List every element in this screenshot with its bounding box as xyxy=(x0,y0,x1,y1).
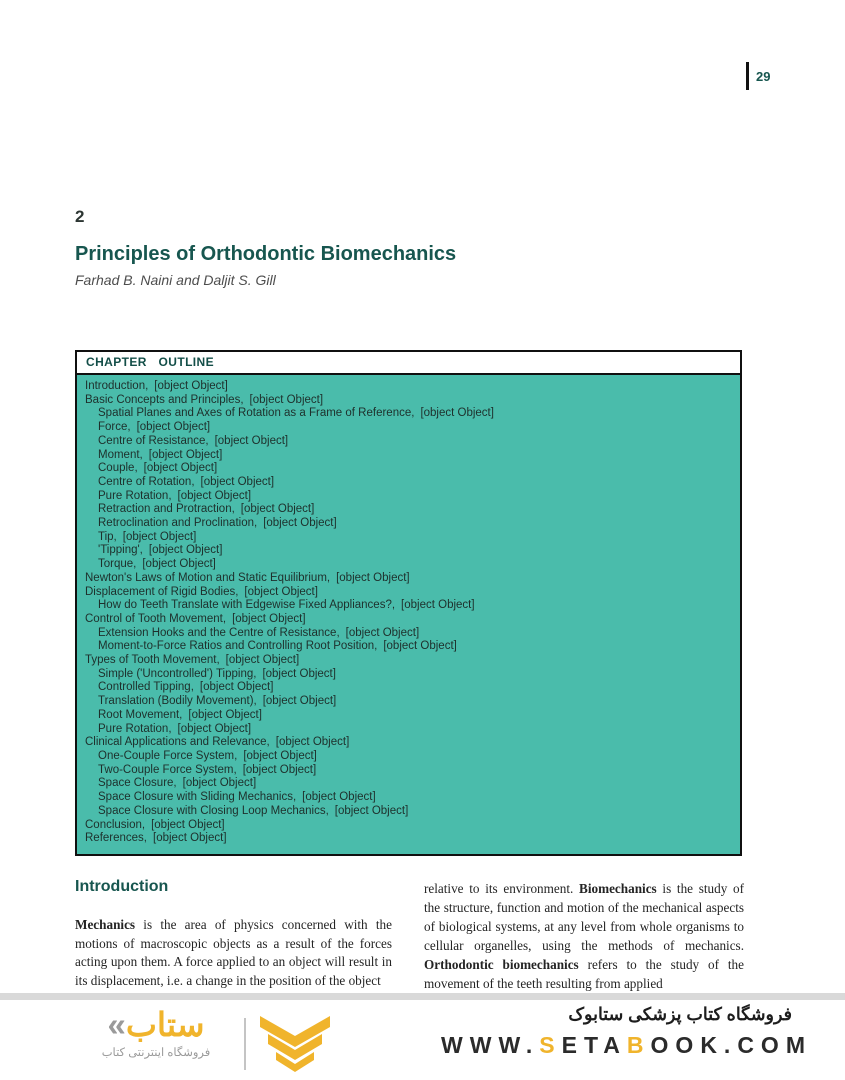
outline-item-label: One-Couple Force System, xyxy=(98,749,238,762)
page-number: 29 xyxy=(756,68,771,84)
outline-item-page: [object Object] xyxy=(334,804,409,817)
outline-item-page: [object Object] xyxy=(240,503,315,516)
outline-item xyxy=(85,572,732,586)
section-heading-introduction: Introduction xyxy=(75,878,169,895)
outline-item-label: Torque, xyxy=(98,558,137,571)
bookstore-watermark-footer xyxy=(0,1000,845,1080)
outline-item-page: [object Object] xyxy=(243,749,317,762)
outline-item-label: How do Teeth Translate with Edgewise Fixed Appliances?, xyxy=(98,599,396,612)
outline-item-page: [object Object] xyxy=(275,736,350,749)
outline-item-page: [object Object] xyxy=(262,667,336,680)
outline-item-page: [object Object] xyxy=(143,462,218,475)
outline-item-page: [object Object] xyxy=(244,585,318,598)
outline-item-label: Displacement of Rigid Bodies, xyxy=(85,585,239,598)
outline-item-label: Clinical Applications and Relevance, xyxy=(85,736,270,749)
outline-item-label: Newton's Laws of Motion and Static Equilibrium, xyxy=(85,571,331,584)
outline-item xyxy=(85,517,732,531)
logo-divider xyxy=(244,1018,246,1070)
outline-item xyxy=(85,394,732,408)
chapter-outline-header: CHAPTER OUTLINE xyxy=(75,350,742,375)
outline-item xyxy=(85,476,732,490)
outline-item xyxy=(85,640,732,654)
outline-item-label: 'Tipping', xyxy=(98,544,143,557)
outline-item-label: Two-Couple Force System, xyxy=(98,763,237,776)
outline-item-label: Basic Concepts and Principles, xyxy=(85,393,244,406)
outline-item-label: Extension Hooks and the Centre of Resistance, xyxy=(98,626,340,639)
outline-item-page: [object Object] xyxy=(383,640,457,653)
outline-item-label: Introduction, xyxy=(85,380,149,392)
outline-item xyxy=(85,723,732,737)
outline-item xyxy=(85,421,732,435)
outline-item-page: [object Object] xyxy=(177,722,252,735)
outline-item-label: Conclusion, xyxy=(85,818,146,831)
outline-item-page: [object Object] xyxy=(232,612,306,625)
outline-item xyxy=(85,435,732,449)
outline-item-page: [object Object] xyxy=(153,832,227,845)
outline-item xyxy=(85,668,732,682)
outline-item-page: [object Object] xyxy=(263,517,337,530)
outline-item-page: [object Object] xyxy=(177,489,252,502)
outline-item xyxy=(85,503,732,517)
page-edge-shadow xyxy=(0,993,845,1000)
outline-item-page: [object Object] xyxy=(148,448,223,461)
outline-item xyxy=(85,599,732,613)
body-text-left-column: Mechanics is the area of physics concerned with the motions of macroscopic objects as a result of the forces acting upon them. A force applied to an object will result in its displacement, i.e. a change in the position of the object xyxy=(75,917,392,989)
outline-item-page: [object Object] xyxy=(182,777,257,790)
outline-item-label: Centre of Rotation, xyxy=(98,475,195,488)
outline-item-page: [object Object] xyxy=(336,571,410,584)
outline-item xyxy=(85,681,732,695)
outline-item-label: Translation (Bodily Movement), xyxy=(98,695,257,708)
store-website-url: WWW.SETABOOK.COM xyxy=(441,1032,812,1058)
outline-item-page: [object Object] xyxy=(302,791,376,804)
chapter-title: Principles of Orthodontic Biomechanics xyxy=(75,243,457,265)
setabook-logo-wordmark xyxy=(77,1006,235,1059)
outline-item-label: Force, xyxy=(98,421,131,434)
outline-item xyxy=(85,805,732,819)
outline-item-page: [object Object] xyxy=(401,599,475,612)
setabook-logo-word: «ستاب xyxy=(107,1006,205,1043)
outline-item xyxy=(85,832,732,846)
page-number-block xyxy=(746,62,770,90)
setabook-chevron-logo-icon xyxy=(256,1014,334,1077)
outline-item-label: Space Closure, xyxy=(98,777,177,790)
store-name-farsi: فروشگاه کتاب پزشکی ستابوک xyxy=(568,1004,792,1024)
outline-item-label: References, xyxy=(85,832,148,845)
outline-item-page: [object Object] xyxy=(420,407,494,420)
outline-item xyxy=(85,544,732,558)
outline-item-page: [object Object] xyxy=(154,380,228,392)
outline-item-page: [object Object] xyxy=(142,558,216,571)
outline-item xyxy=(85,558,732,572)
outline-item-label: Control of Tooth Movement, xyxy=(85,612,227,625)
outline-item xyxy=(85,791,732,805)
outline-item xyxy=(85,750,732,764)
footer-right-block xyxy=(441,1004,812,1059)
outline-item-page: [object Object] xyxy=(249,393,324,406)
outline-item xyxy=(85,777,732,791)
outline-item-label: Retroclination and Proclination, xyxy=(98,517,258,530)
outline-item-label: Centre of Resistance, xyxy=(98,434,209,447)
outline-item xyxy=(85,613,732,627)
outline-item xyxy=(85,695,732,709)
outline-item-label: Pure Rotation, xyxy=(98,722,172,735)
outline-item xyxy=(85,462,732,476)
page-number-rule xyxy=(746,62,749,90)
outline-item-label: Moment, xyxy=(98,448,143,461)
chapter-outline-box xyxy=(75,350,742,856)
chapter-outline-list xyxy=(75,375,742,856)
chapter-number: 2 xyxy=(75,207,85,226)
outline-item-page: [object Object] xyxy=(151,818,225,831)
outline-item xyxy=(85,586,732,600)
outline-item-label: Retraction and Protraction, xyxy=(98,503,235,516)
outline-item xyxy=(85,764,732,778)
outline-item-label: Moment-to-Force Ratios and Controlling Root Position, xyxy=(98,640,378,653)
outline-item-page: [object Object] xyxy=(345,626,420,639)
outline-item-page: [object Object] xyxy=(122,530,197,543)
outline-item-label: Pure Rotation, xyxy=(98,489,172,502)
outline-item-page: [object Object] xyxy=(225,654,300,667)
outline-item-page: [object Object] xyxy=(214,434,289,447)
outline-item xyxy=(85,449,732,463)
outline-item xyxy=(85,654,732,668)
outline-item-label: Simple ('Uncontrolled') Tipping, xyxy=(98,667,257,680)
outline-item-label: Tip, xyxy=(98,530,117,543)
outline-item-page: [object Object] xyxy=(148,544,223,557)
outline-item xyxy=(85,531,732,545)
outline-item-page: [object Object] xyxy=(242,763,317,776)
chapter-authors: Farhad B. Naini and Daljit S. Gill xyxy=(75,272,276,288)
outline-item xyxy=(85,627,732,641)
outline-item-label: Couple, xyxy=(98,462,138,475)
outline-item-label: Space Closure with Sliding Mechanics, xyxy=(98,791,297,804)
outline-item-label: Space Closure with Closing Loop Mechanics, xyxy=(98,804,329,817)
outline-item xyxy=(85,736,732,750)
outline-item-label: Controlled Tipping, xyxy=(98,681,194,694)
setabook-logo-subtitle: فروشگاه اینترنتی کتاب xyxy=(101,1047,211,1059)
outline-item-label: Root Movement, xyxy=(98,708,183,721)
outline-item-page: [object Object] xyxy=(200,475,275,488)
outline-item-label: Spatial Planes and Axes of Rotation as a Frame of Reference, xyxy=(98,407,415,420)
outline-item xyxy=(85,709,732,723)
outline-item xyxy=(85,819,732,833)
outline-item xyxy=(85,380,732,394)
outline-item-page: [object Object] xyxy=(199,681,274,694)
outline-item-page: [object Object] xyxy=(136,421,211,434)
outline-item-page: [object Object] xyxy=(262,695,337,708)
body-text-right-column: relative to its environment. Biomechanics is the study of the structure, function and motion of the mechanical aspects of biological systems, at any level from whole organisms to cellular organelles, using the methods of mechanics. Orthodontic biomechanics refers to the study of the movement of the teeth resulting from applied xyxy=(424,881,745,992)
outline-item xyxy=(85,407,732,421)
outline-item-page: [object Object] xyxy=(188,708,262,721)
outline-item-label: Types of Tooth Movement, xyxy=(85,654,220,667)
outline-item xyxy=(85,490,732,504)
